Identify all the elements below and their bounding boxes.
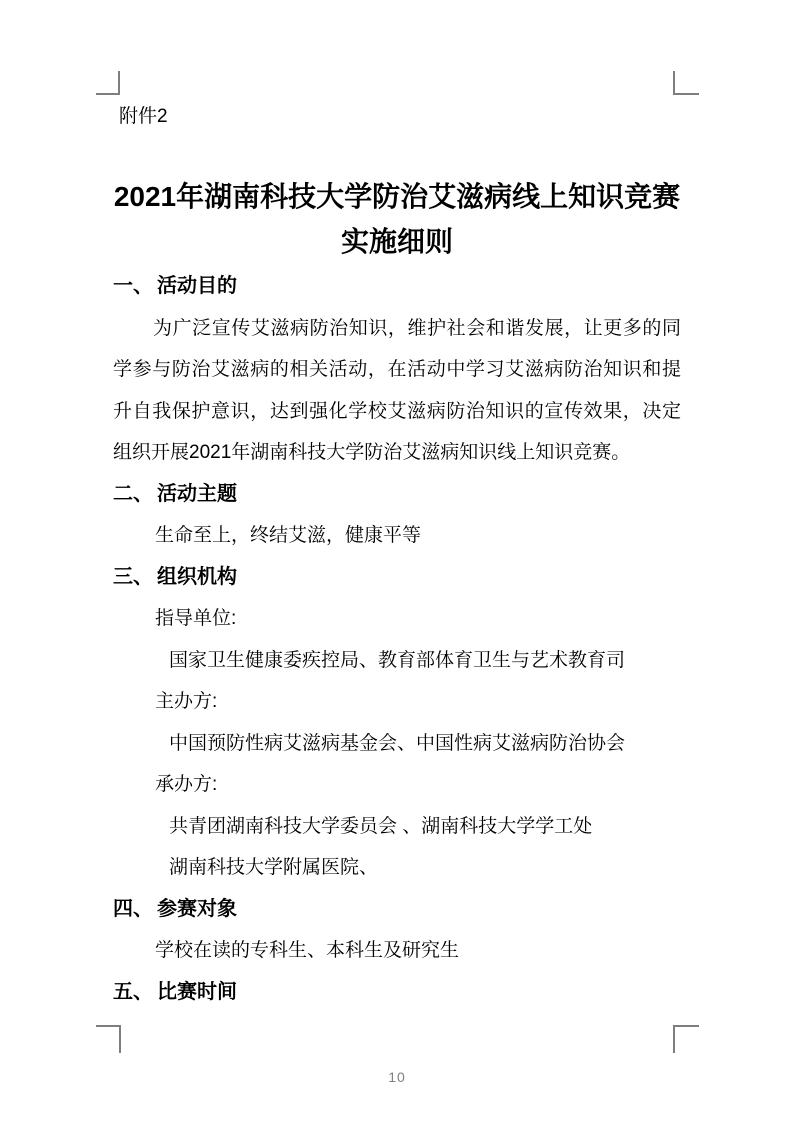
body-line: 学校在读的专科生、本科生及研究生 [155,940,460,961]
page-number: 10 [388,1069,406,1085]
body-line: 国家卫生健康委疾控局、教育部体育卫生与艺术教育司 [169,649,626,671]
section-number: 四、 [113,897,153,920]
section-number: 一、 [113,275,153,297]
section-title: 活动主题 [157,482,237,505]
crop-mark-bottom-left [96,1025,121,1053]
body-paragraph: 为广泛宣传艾滋病防治知识，维护社会和谐发展，让更多的同学参与防治艾滋病的相关活动，在活动中学习艾滋病防治知识和提升自我保护意识，达到强化学校艾滋病防治知识的宣传效果，决定组织开展2021年湖南科技大学防治艾滋病知识线上知识竞赛。 [113,317,681,463]
body-line: 承办方: [155,774,218,795]
section-heading [113,474,681,516]
section-heading [113,972,681,1014]
crop-mark-bottom-right [673,1025,699,1053]
section-number: 三、 [113,565,153,588]
body-line: 共青团湖南科技大学委员会 、湖南科技大学学工处 [169,815,593,837]
section-title: 比赛时间 [157,980,237,1003]
section-title: 参赛对象 [157,897,237,920]
body-line: 湖南科技大学附属医院、 [169,857,379,878]
section-title: 活动目的 [157,275,237,297]
section-heading [113,557,681,599]
document-title [113,174,681,264]
attachment-label: 附件2 [119,106,168,127]
crop-mark-top-right [673,71,699,95]
document-content [113,104,681,1013]
body-line: 主办方: [155,691,218,712]
body-line: 生命至上，终结艾滋，健康平等 [155,525,422,546]
body-line: 指导单位: [155,608,237,629]
sections [113,266,681,1013]
document-title-line2: 实施细则 [340,226,453,257]
crop-mark-top-left [96,71,120,95]
section-number: 二、 [113,482,153,505]
body-line: 中国预防性病艾滋病基金会、中国性病艾滋病防治协会 [169,732,626,754]
document-title-line1: 2021年湖南科技大学防治艾滋病线上知识竞赛 [113,181,681,212]
section-heading [113,266,681,308]
section-number: 五、 [113,980,153,1003]
section-heading [113,889,681,931]
section-title: 组织机构 [157,565,237,588]
